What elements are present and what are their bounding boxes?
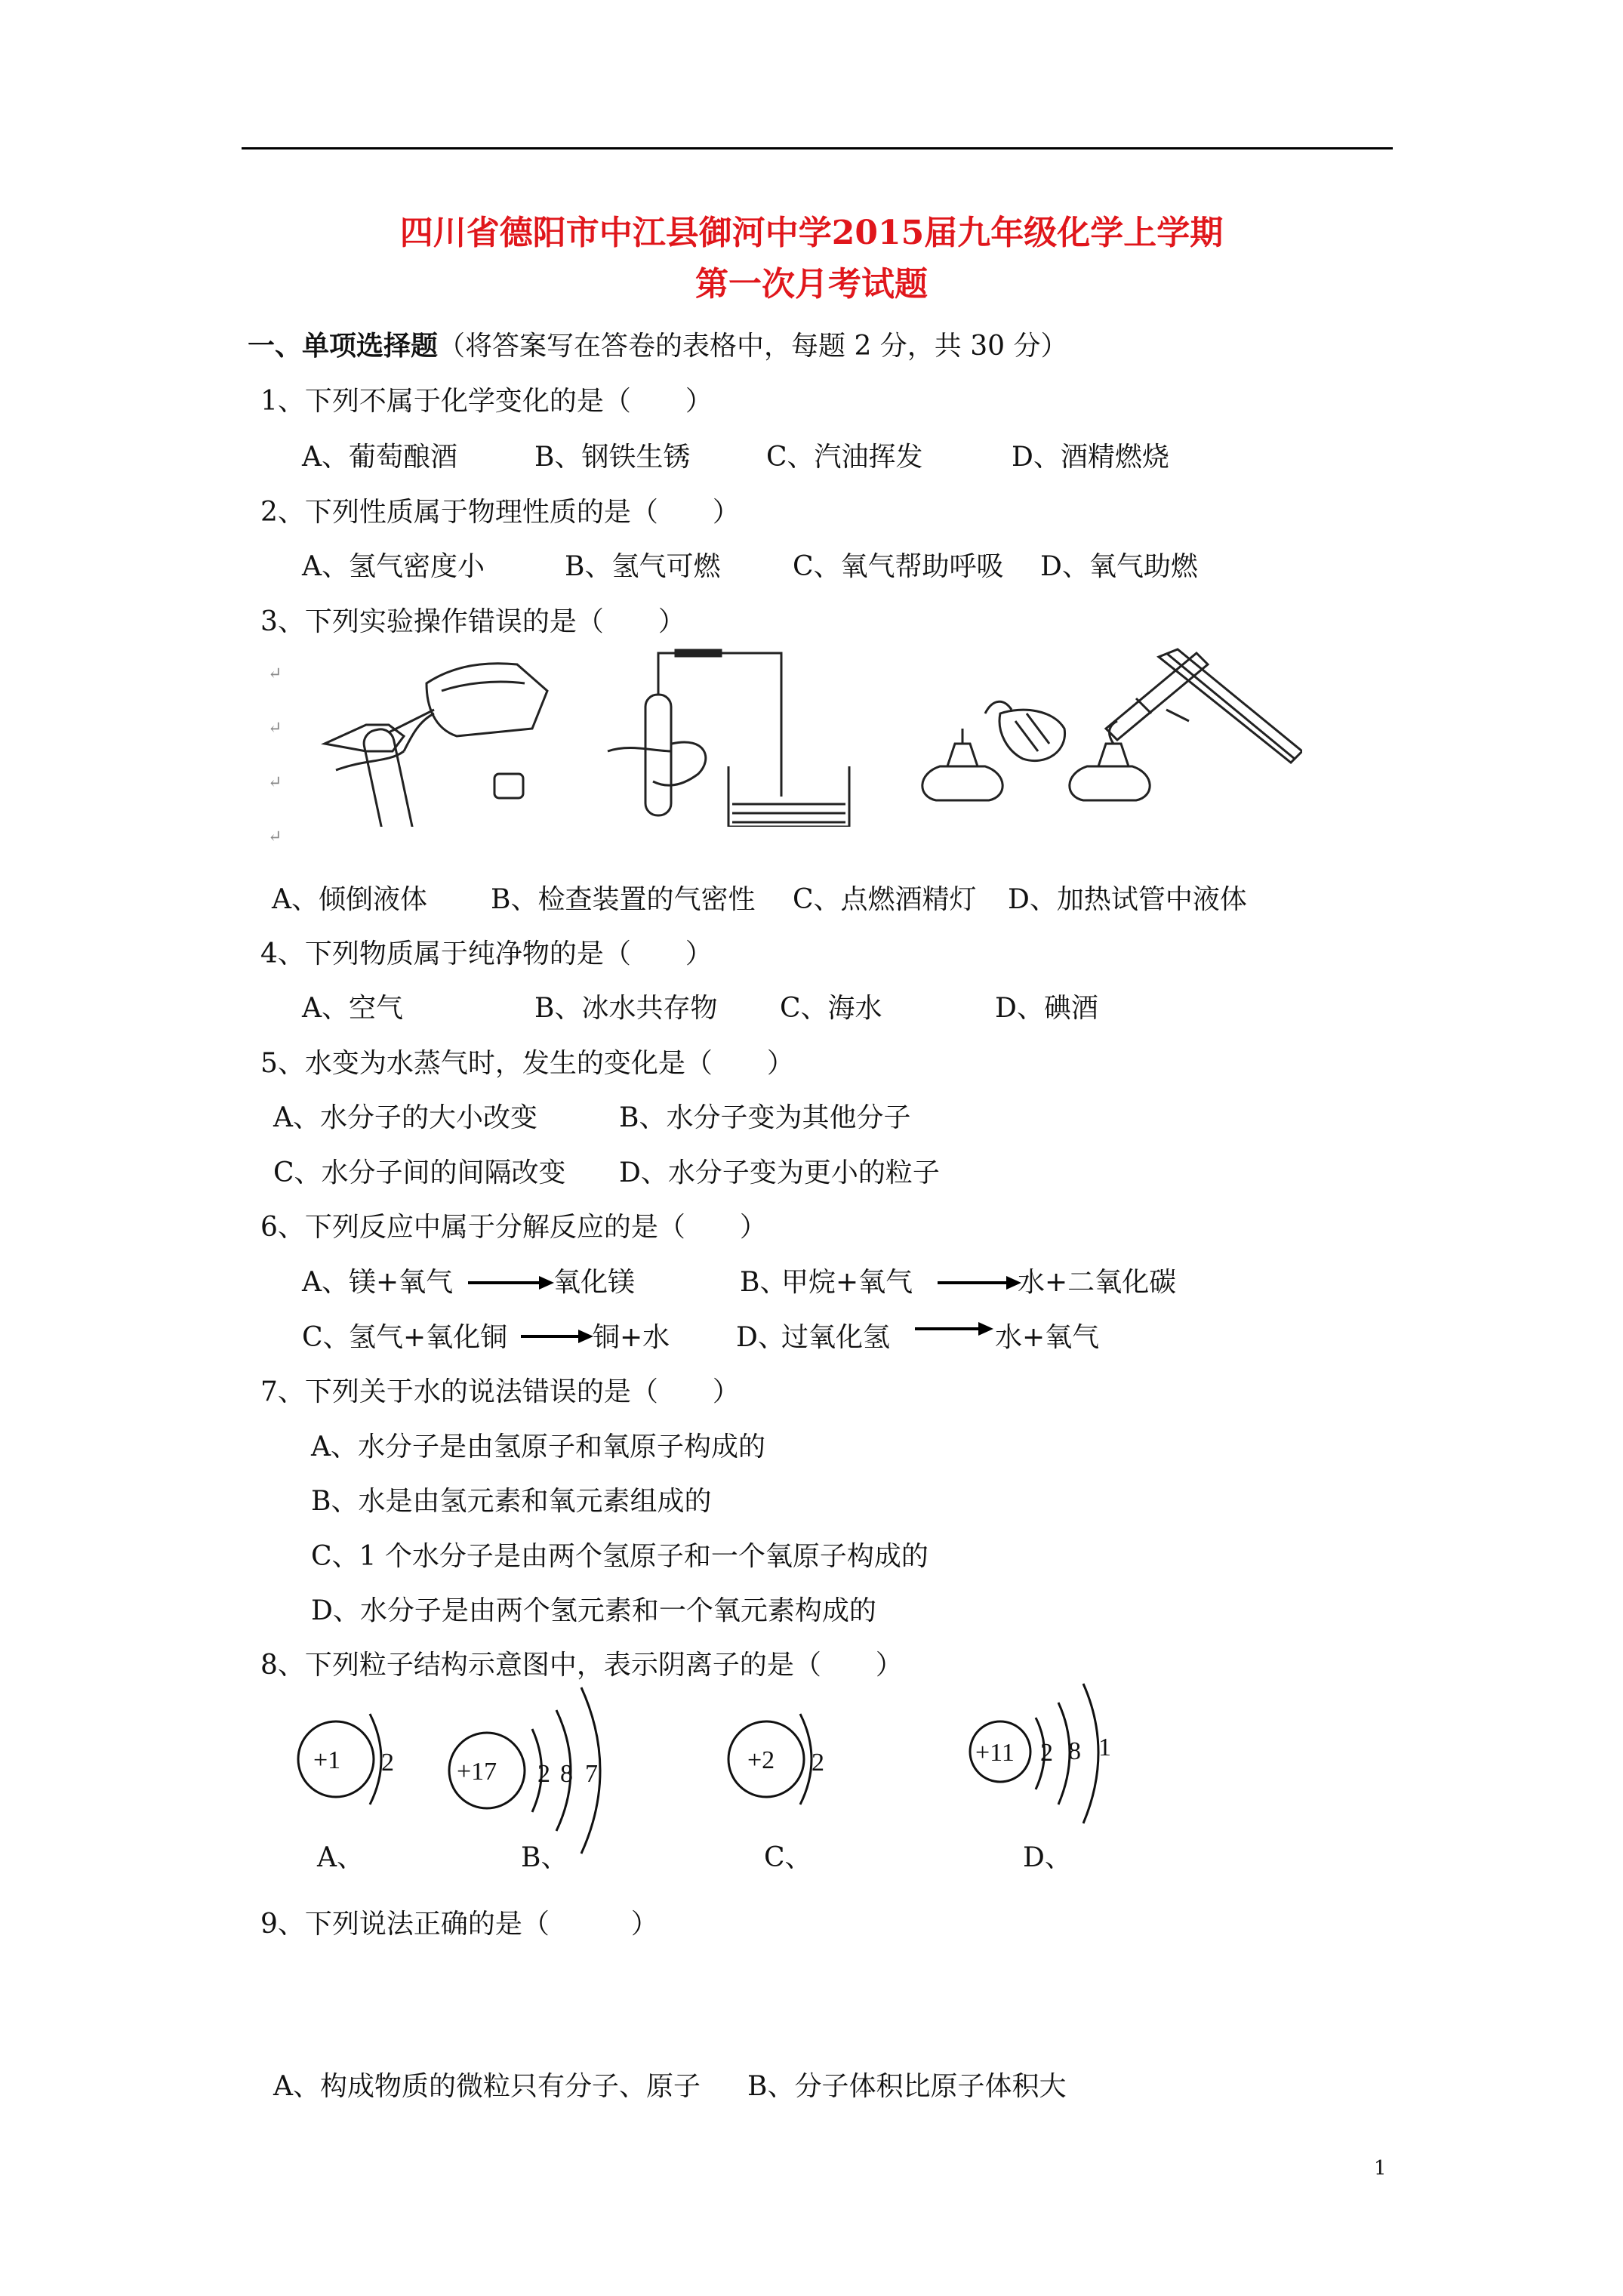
q7-option-d: D、水分子是由两个氢元素和一个氧元素构成的 xyxy=(311,1595,876,1626)
question-4-stem: 4、下列物质属于纯净物的是（ ） xyxy=(260,938,713,969)
paragraph-mark: ↵ xyxy=(268,664,282,683)
pouring-liquid-illustration xyxy=(325,664,547,827)
section-heading xyxy=(248,325,1068,363)
question-6-stem: 6、下列反应中属于分解反应的是（ ） xyxy=(260,1212,767,1243)
atom-a-nucleus: +1 xyxy=(313,1746,341,1774)
q8-label-a: A、 xyxy=(317,1842,364,1873)
q7-option-a: A、水分子是由氢原子和氧原子构成的 xyxy=(311,1432,765,1462)
atom-b-shell-1: 2 xyxy=(537,1760,550,1788)
lab-operations-figure xyxy=(321,638,1302,827)
particle-structure-diagrams xyxy=(287,1676,1147,1872)
q4-option-a: A、空气 xyxy=(302,993,403,1024)
q8-label-c: C、 xyxy=(764,1842,812,1873)
q9-option-a: A、构成物质的微粒只有分子、原子 xyxy=(273,2071,701,2102)
page-subtitle: 第一次月考试题 xyxy=(695,265,928,304)
q6-option-a-label: A、 xyxy=(302,1267,349,1298)
q6-option-a-products: 氧化镁 xyxy=(553,1267,636,1298)
question-9-stem: 9、下列说法正确的是（ ） xyxy=(260,1909,658,1940)
reaction-arrow xyxy=(521,1335,589,1338)
q2-option-c: C、氧气帮助呼吸 xyxy=(793,551,1004,582)
q7-option-b: B、水是由氢元素和氧元素组成的 xyxy=(311,1486,712,1517)
question-8-stem: 8、下列粒子结构示意图中，表示阴离子的是（ ） xyxy=(260,1650,903,1681)
question-2-stem: 2、下列性质属于物理性质的是（ ） xyxy=(260,497,740,528)
section-note: （将答案写在答卷的表格中，每题 2 分，共 30 分） xyxy=(438,331,1068,362)
q6-option-b-label: B、 xyxy=(740,1267,787,1298)
paragraph-mark: ↵ xyxy=(268,719,282,738)
question-3-stem: 3、下列实验操作错误的是（ ） xyxy=(260,606,685,637)
atom-b-nucleus: +17 xyxy=(457,1758,497,1786)
page-number: 1 xyxy=(1374,2157,1387,2180)
q4-option-b: B、冰水共存物 xyxy=(534,993,718,1024)
q5-option-d: D、水分子变为更小的粒子 xyxy=(619,1157,940,1188)
question-7-stem: 7、下列关于水的说法错误的是（ ） xyxy=(260,1376,740,1407)
q2-option-a: A、氢气密度小 xyxy=(302,551,485,582)
atom-d-shell-1: 2 xyxy=(1040,1739,1053,1767)
atom-a-shell-1: 2 xyxy=(381,1749,394,1777)
q6-option-b-reactants: 甲烷+氧气 xyxy=(781,1267,913,1298)
question-1-stem: 1、下列不属于化学变化的是（ ） xyxy=(260,386,713,417)
header-rule xyxy=(242,147,1393,149)
q6-option-b-products: 水+二氧化碳 xyxy=(1018,1267,1177,1298)
q6-option-c-label: C、 xyxy=(302,1322,350,1353)
q4-option-c: C、海水 xyxy=(780,993,882,1024)
atom-b-shell-3: 7 xyxy=(585,1760,598,1788)
atom-d-nucleus: +11 xyxy=(975,1739,1015,1767)
q1-option-c: C、汽油挥发 xyxy=(766,442,923,473)
q7-option-c: C、1 个水分子是由两个氢原子和一个氧原子构成的 xyxy=(311,1541,929,1572)
section-title: 一、单项选择题 xyxy=(248,330,439,362)
question-5-stem: 5、水变为水蒸气时，发生的变化是（ ） xyxy=(260,1048,794,1079)
q6-option-d-reactants: 过氧化氢 xyxy=(781,1322,891,1353)
q6-option-d-products: 水+氧气 xyxy=(995,1322,1100,1353)
atom-c-nucleus: +2 xyxy=(747,1746,775,1774)
reaction-arrow xyxy=(938,1281,1017,1284)
q3-option-c: C、点燃酒精灯 xyxy=(793,884,977,915)
q3-option-a: A、倾倒液体 xyxy=(272,884,427,915)
q4-option-d: D、碘酒 xyxy=(995,993,1098,1024)
paragraph-mark: ↵ xyxy=(268,827,282,846)
q6-option-a-reactants: 镁+氧气 xyxy=(349,1267,454,1298)
q8-label-b: B、 xyxy=(521,1842,568,1873)
q6-option-c-reactants: 氢气+氧化铜 xyxy=(349,1322,508,1353)
heating-test-tube-illustration xyxy=(1070,649,1302,800)
q1-option-d: D、酒精燃烧 xyxy=(1012,442,1169,473)
q3-option-b: B、检查装置的气密性 xyxy=(491,884,756,915)
atom-d-shell-2: 8 xyxy=(1068,1737,1081,1765)
q5-option-a: A、水分子的大小改变 xyxy=(273,1102,537,1133)
atom-c-shell-1: 2 xyxy=(812,1749,824,1777)
atom-b-shell-2: 8 xyxy=(560,1760,573,1788)
reaction-arrow xyxy=(468,1281,550,1284)
airtightness-check-illustration xyxy=(608,650,849,827)
q6-option-d-label: D、 xyxy=(736,1322,785,1353)
q1-option-b: B、钢铁生锈 xyxy=(534,442,691,473)
q2-option-d: D、氧气助燃 xyxy=(1040,551,1198,582)
paragraph-mark: ↵ xyxy=(268,773,282,792)
q9-option-b: B、分子体积比原子体积大 xyxy=(747,2071,1067,2102)
q1-option-a: A、葡萄酿酒 xyxy=(302,442,457,473)
q5-option-c: C、水分子间的间隔改变 xyxy=(273,1157,566,1188)
q5-option-b: B、水分子变为其他分子 xyxy=(619,1102,911,1133)
lighting-alcohol-lamp-illustration xyxy=(922,701,1065,800)
reaction-arrow xyxy=(915,1327,989,1330)
page-title: 四川省德阳市中江县御河中学2015届九年级化学上学期 xyxy=(399,214,1224,252)
q3-option-d: D、加热试管中液体 xyxy=(1008,884,1247,915)
q8-label-d: D、 xyxy=(1023,1842,1072,1873)
q2-option-b: B、氢气可燃 xyxy=(565,551,721,582)
atom-d-shell-3: 1 xyxy=(1098,1734,1111,1761)
q6-option-c-products: 铜+水 xyxy=(593,1322,670,1353)
